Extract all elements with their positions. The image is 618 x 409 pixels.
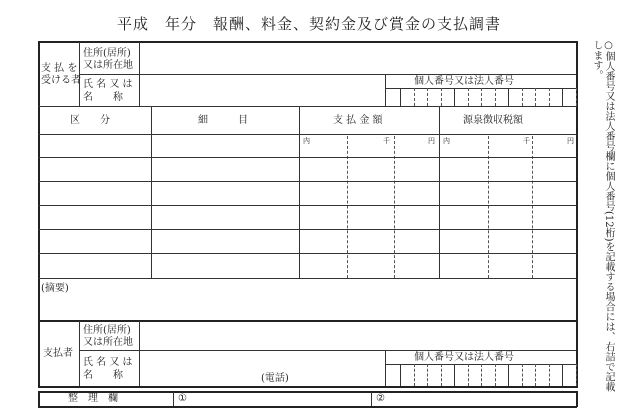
memo-label: (摘要) xyxy=(41,283,69,294)
col-payment-header: 支 払 金 額 xyxy=(333,115,383,126)
form-border-left-lower xyxy=(38,320,40,388)
unit-sen-payment: 千 xyxy=(383,137,390,145)
payer-number-field[interactable] xyxy=(400,365,576,385)
footer-label: 整 理 欄 xyxy=(68,393,118,404)
payee-name-label-1: 氏 名 又 は xyxy=(83,79,133,90)
col-saimoku-header: 細 目 xyxy=(198,115,248,126)
table-row[interactable] xyxy=(40,182,576,205)
payee-number-header: 個人番号又は法人番号 xyxy=(414,76,514,87)
payer-label: 支払者 xyxy=(43,348,73,359)
unit-en-tax: 円 xyxy=(567,137,574,145)
footer-mark-1: ① xyxy=(178,393,187,404)
footer-mark-2: ② xyxy=(376,393,385,404)
payee-number-field[interactable] xyxy=(400,89,576,106)
payer-phone-label: (電話) xyxy=(261,373,289,384)
digit-divider xyxy=(576,88,577,106)
unit-uchi-payment: 内 xyxy=(303,137,310,145)
digit-divider xyxy=(576,364,577,386)
col-tax-header: 源泉徴収税額 xyxy=(463,115,523,126)
payee-label-2: 受ける者 xyxy=(41,75,81,86)
unit-uchi-tax: 内 xyxy=(443,137,450,145)
payer-name-label-1: 氏 名 又 は xyxy=(83,357,133,368)
payer-name-label-2: 名 称 xyxy=(83,370,123,381)
side-note: ○個人番号又は法人番号欄に個人番号(12桁)を記載する場合には、右詰で記載します。 xyxy=(591,40,614,392)
payee-address-label-1: 住所(居所) xyxy=(83,48,131,59)
table-row[interactable] xyxy=(40,136,576,157)
unit-en-payment: 円 xyxy=(428,137,435,145)
form-border-top xyxy=(38,41,577,43)
table-row[interactable] xyxy=(40,158,576,181)
form-border-bottom xyxy=(38,386,578,388)
unit-sen-tax: 千 xyxy=(523,137,530,145)
form-title: 平成 年分 報酬、料金、契約金及び賞金の支払調書 xyxy=(116,15,501,33)
payee-label-1: 支 払 を xyxy=(41,63,78,74)
table-row[interactable] xyxy=(40,230,576,253)
table-row[interactable] xyxy=(40,254,576,278)
memo-field[interactable] xyxy=(40,279,576,320)
payer-address-label-1: 住所(居所) xyxy=(83,325,131,336)
payer-address-label-2: 又は所在地 xyxy=(83,337,133,348)
table-row[interactable] xyxy=(40,206,576,229)
col-kubun-header: 区 分 xyxy=(70,115,110,126)
payee-name-label-2: 名 称 xyxy=(83,92,123,103)
payer-number-header: 個人番号又は法人番号 xyxy=(414,352,514,363)
payee-address-label-2: 又は所在地 xyxy=(83,60,133,71)
